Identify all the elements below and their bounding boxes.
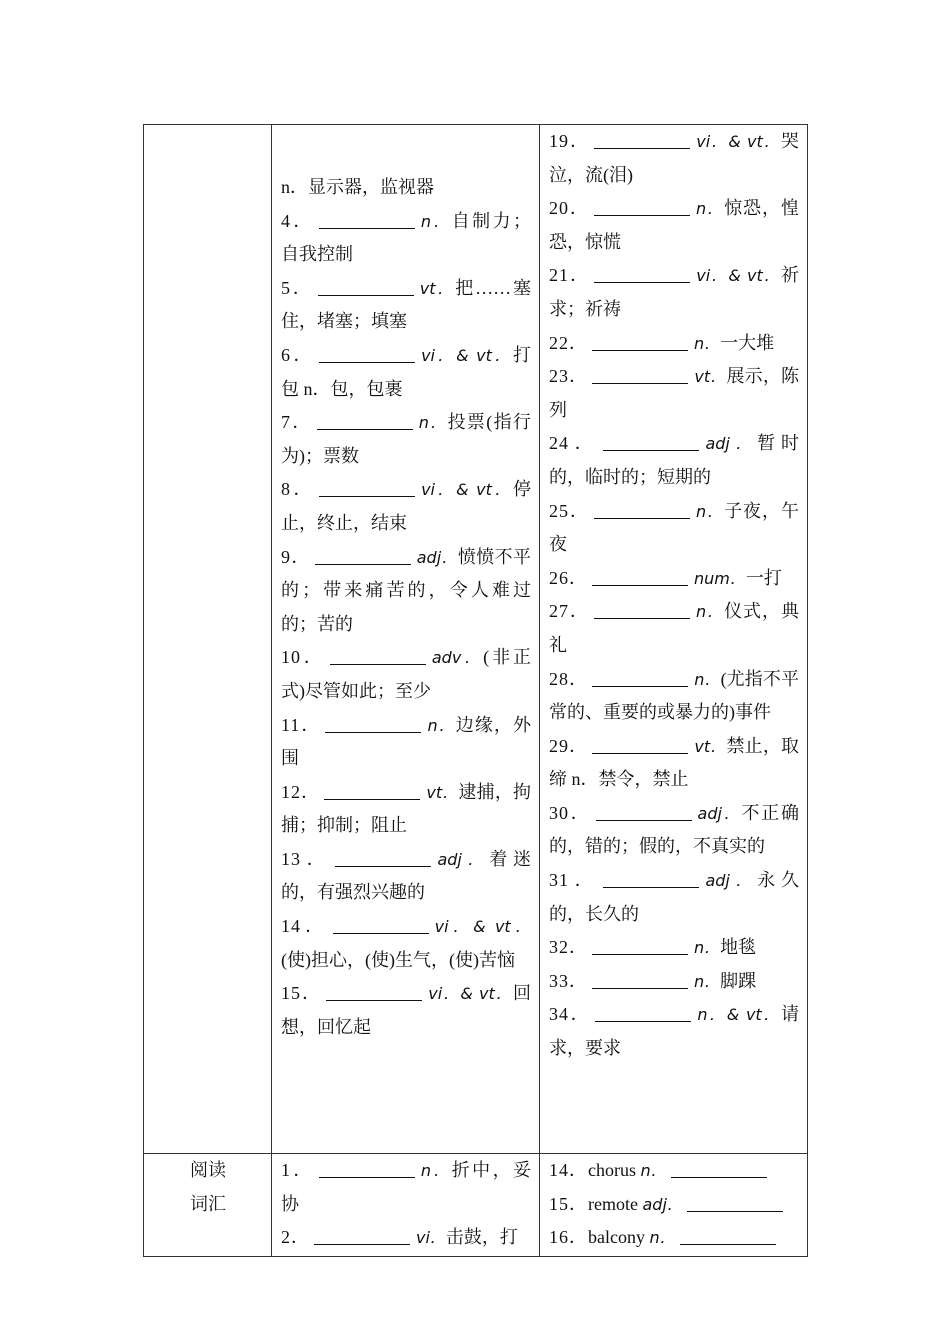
- answer-blank: [592, 666, 688, 687]
- definition: 着迷的，有强烈兴趣的: [281, 848, 531, 903]
- vocab-entry: [281, 709, 531, 776]
- vocab-entry: [281, 339, 531, 406]
- vocab-entry: [281, 776, 531, 843]
- definition: 禁止，取缔 n．禁令，禁止: [549, 735, 800, 790]
- definition: 暂时的，临时的；短期的: [549, 433, 799, 487]
- answer-blank: [594, 598, 690, 619]
- entry-number: 23．: [549, 366, 589, 387]
- entry-number: 20．: [549, 198, 590, 219]
- part-of-speech: n．: [694, 938, 721, 958]
- definition: 哭泣，流(泪): [549, 131, 799, 185]
- part-of-speech: vt．: [694, 367, 727, 387]
- answer-blank: [671, 1157, 767, 1178]
- english-word: chorus: [588, 1160, 641, 1180]
- answer-blank: [592, 565, 688, 586]
- entry-number: 31．: [549, 870, 600, 891]
- vocab-entry: [549, 965, 799, 999]
- vocab-entry: [549, 1188, 799, 1222]
- definition: 永久的，长久的: [549, 870, 799, 924]
- vocab-entry: [281, 910, 531, 977]
- vocab-entry: [549, 360, 799, 427]
- vocab-entry: [549, 931, 799, 965]
- entry-number: 22．: [549, 332, 588, 353]
- column-2-cell: [272, 125, 540, 1154]
- answer-blank: [592, 733, 688, 754]
- vocab-entry: [549, 562, 799, 596]
- definition: 边缘，外围: [281, 714, 531, 769]
- answer-blank: [330, 644, 426, 665]
- part-of-speech: vi．& vt．: [428, 984, 513, 1004]
- column-3-cell: [540, 1154, 808, 1257]
- answer-blank: [319, 1157, 415, 1178]
- part-of-speech: adj．: [642, 1194, 683, 1214]
- entry-number: 1．: [281, 1160, 315, 1180]
- entry-number: 9．: [281, 546, 311, 567]
- vocab-entry: [549, 125, 799, 192]
- table-row: [144, 125, 808, 1154]
- definition: 请求，要求: [549, 1004, 800, 1059]
- part-of-speech: n．& vt．: [697, 1005, 782, 1025]
- definition: (使)担心，(使)生气，(使)苦恼: [281, 949, 515, 970]
- vocab-entry: [549, 495, 799, 562]
- answer-blank: [596, 800, 692, 821]
- part-of-speech: n．: [420, 1161, 452, 1180]
- part-of-speech: vi．& vt．: [696, 266, 781, 286]
- row-label-cell: [144, 125, 272, 1154]
- definition: 展示，陈列: [549, 366, 800, 420]
- vocab-entry: [281, 205, 531, 272]
- part-of-speech: n．: [694, 669, 721, 689]
- entry-number: 28．: [549, 668, 589, 689]
- part-of-speech: n．: [427, 715, 456, 735]
- definition: 脚踝: [720, 970, 757, 991]
- definition: 一大堆: [720, 332, 775, 353]
- table-row: [144, 1154, 808, 1257]
- definition: 投票(指行为)；票数: [281, 412, 531, 466]
- entry-number: 14．: [281, 916, 329, 937]
- row-label-cell: [144, 1154, 272, 1257]
- vocab-entry: [281, 541, 531, 642]
- part-of-speech: n．: [695, 602, 725, 622]
- answer-blank: [594, 128, 690, 149]
- answer-blank: [592, 330, 688, 351]
- part-of-speech: n．: [695, 501, 725, 521]
- entry-number: 11．: [281, 714, 322, 735]
- column-2-cell: [272, 1154, 540, 1257]
- vocab-entry: [549, 427, 799, 494]
- part-of-speech: n．: [694, 333, 721, 353]
- part-of-speech: n．: [420, 211, 452, 231]
- part-of-speech: adj．: [705, 871, 758, 891]
- answer-blank: [324, 779, 420, 800]
- entry-number: 2．: [281, 1227, 310, 1248]
- definition: (尤指不平常的、重要的或暴力的)事件: [549, 668, 799, 723]
- vocab-entry: [549, 192, 799, 259]
- vocab-entry: [549, 595, 799, 662]
- entry-number: 15．: [281, 983, 323, 1004]
- entry-number: 25．: [549, 500, 590, 521]
- definition: 回想，回忆起: [281, 983, 531, 1037]
- part-of-speech: vi．& vt．: [696, 132, 781, 151]
- answer-blank: [680, 1224, 776, 1245]
- vocab-entry: [549, 327, 799, 361]
- definition: 地毯: [720, 937, 757, 958]
- entry-number: 6．: [281, 344, 316, 365]
- part-of-speech: n．: [418, 413, 448, 433]
- part-of-speech: adj．: [705, 434, 758, 454]
- answer-blank: [319, 208, 415, 229]
- section-label-line-2: 词汇: [190, 1193, 226, 1215]
- entry-number: 8．: [281, 479, 316, 500]
- vocab-entry: [549, 259, 799, 326]
- entry-number: 7．: [281, 412, 313, 433]
- vocab-entry: [281, 843, 531, 910]
- english-word: remote: [588, 1193, 643, 1214]
- vocabulary-table: [143, 124, 808, 1257]
- part-of-speech: adv．: [431, 648, 484, 668]
- part-of-speech: n．: [649, 1228, 676, 1248]
- answer-blank: [318, 275, 414, 296]
- part-of-speech: vt．: [426, 782, 459, 802]
- part-of-speech: n．: [694, 971, 721, 991]
- part-of-speech: vt．: [694, 736, 727, 756]
- entry-number: 13．: [281, 848, 332, 869]
- section-label-line-1: 阅读: [190, 1160, 226, 1181]
- continued-definition: n．显示器，监视器: [281, 177, 434, 197]
- part-of-speech: vi．: [416, 1228, 446, 1248]
- vocab-entry: [549, 663, 799, 730]
- vocab-entry: [281, 1154, 531, 1221]
- entry-number: 33．: [549, 970, 588, 991]
- answer-blank: [592, 934, 688, 955]
- definition: 击鼓，打: [445, 1227, 518, 1248]
- column-3-cell: [540, 125, 808, 1154]
- entry-number: 21．: [549, 265, 591, 286]
- vocab-entry: [281, 272, 531, 339]
- definition: 一打: [745, 567, 782, 588]
- english-word: balcony: [588, 1227, 650, 1248]
- vocab-entry: [281, 1221, 531, 1255]
- entry-number: 34．: [549, 1004, 592, 1025]
- entry-number: 30．: [549, 802, 592, 823]
- entry-number: 5．: [281, 277, 314, 298]
- definition: 子夜，午夜: [549, 500, 800, 555]
- part-of-speech: adj．: [437, 849, 490, 869]
- answer-blank: [603, 430, 699, 451]
- vocab-entry: [549, 797, 799, 864]
- vocab-entry: [549, 1221, 799, 1255]
- definition: 自制力；自我控制: [281, 210, 531, 265]
- definition: (非正式)尽管如此；至少: [281, 647, 532, 701]
- entry-number: 26．: [549, 567, 588, 588]
- definition: 不正确的，错的；假的，不真实的: [549, 802, 799, 857]
- answer-blank: [595, 1001, 691, 1022]
- part-of-speech: vi．& vt．: [421, 345, 513, 365]
- vocab-entry: [549, 864, 799, 931]
- vocab-entry: [281, 977, 531, 1044]
- entry-number: 10．: [281, 647, 326, 668]
- part-of-speech: num．: [694, 568, 746, 588]
- definition: 逮捕，拘捕；抑制；阻止: [281, 781, 532, 836]
- definition: 仪式，典礼: [549, 601, 800, 655]
- answer-blank: [687, 1191, 783, 1212]
- answer-blank: [326, 980, 422, 1001]
- vocab-entry: [549, 1154, 799, 1188]
- vocab-entry: [549, 730, 799, 797]
- definition: 打包 n．包，包裹: [281, 344, 531, 399]
- answer-blank: [319, 342, 415, 363]
- entry-number: 4．: [281, 210, 315, 231]
- entry-number: 12．: [281, 781, 321, 802]
- entry-number: 32．: [549, 937, 588, 958]
- definition: 把……塞住，堵塞；填塞: [281, 277, 531, 332]
- part-of-speech: adj．: [697, 803, 742, 823]
- answer-blank: [314, 1224, 410, 1245]
- part-of-speech: n．: [640, 1161, 667, 1180]
- answer-blank: [592, 968, 688, 989]
- entry-number: 15．: [549, 1193, 588, 1214]
- answer-blank: [335, 846, 431, 867]
- definition: 停止，终止，结束: [281, 479, 531, 533]
- entry-number: 29．: [549, 735, 589, 756]
- answer-blank: [592, 363, 688, 384]
- entry-number: 27．: [549, 601, 590, 622]
- definition: 祈求；祈祷: [549, 265, 799, 319]
- answer-blank: [317, 409, 413, 430]
- part-of-speech: vi．& vt．: [434, 917, 531, 937]
- answer-blank: [603, 867, 699, 888]
- part-of-speech: vi．& vt．: [421, 480, 513, 500]
- part-of-speech: vt．: [419, 278, 456, 298]
- answer-blank: [594, 262, 690, 283]
- part-of-speech: adj．: [416, 547, 458, 567]
- entry-number: 14．: [549, 1160, 588, 1180]
- part-of-speech: n．: [695, 199, 725, 219]
- answer-blank: [325, 712, 421, 733]
- definition: 折中，妥协: [281, 1160, 531, 1214]
- vocab-entry: [281, 406, 531, 473]
- entry-number: 16．: [549, 1227, 588, 1248]
- answer-blank: [319, 476, 415, 497]
- definition: 愤愤不平的；带来痛苦的，令人难过的；苦的: [281, 546, 532, 634]
- vocab-entry: [281, 473, 531, 540]
- answer-blank: [315, 544, 411, 565]
- entry-number: 24．: [549, 433, 600, 454]
- answer-blank: [333, 913, 429, 934]
- vocab-entry: [549, 998, 799, 1065]
- vocab-entry: [281, 641, 531, 708]
- definition: 惊恐，惶恐，惊慌: [549, 198, 800, 252]
- entry-number: 19．: [549, 131, 591, 151]
- answer-blank: [594, 195, 690, 216]
- continued-entry: [281, 171, 531, 205]
- answer-blank: [594, 498, 690, 519]
